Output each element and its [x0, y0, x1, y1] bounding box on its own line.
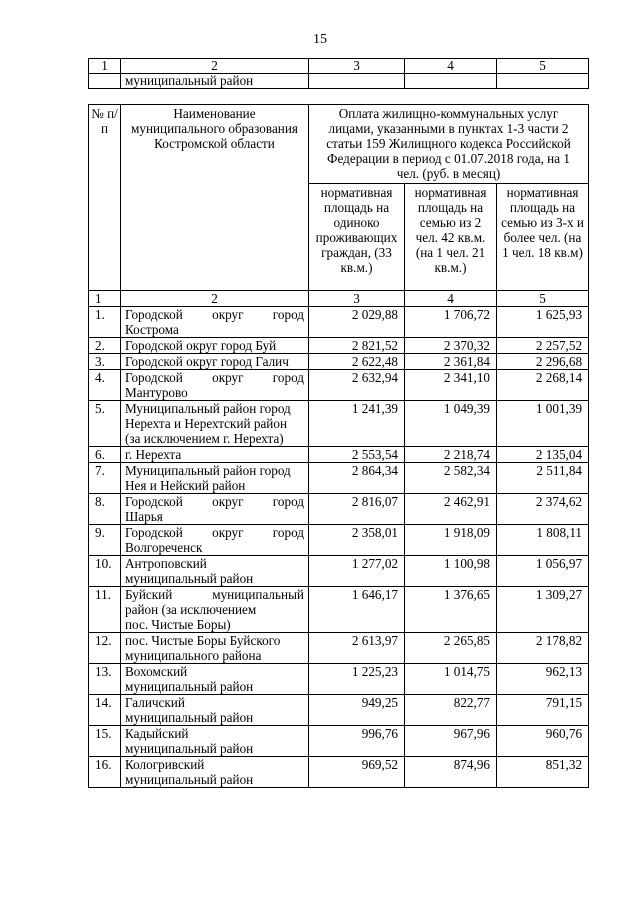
row-name-line1: Городской округ город Галич — [125, 354, 289, 369]
value-family-2: 874,96 — [405, 757, 497, 788]
value-family-3: 2 178,82 — [497, 633, 589, 664]
row-name-line1: Кадыйский — [125, 726, 189, 741]
cont-col-5: 5 — [497, 59, 589, 74]
row-name-line1: Вохомский — [125, 664, 188, 679]
row-name-line2: муниципального района — [125, 648, 262, 663]
value-family-3: 960,76 — [497, 726, 589, 757]
row-number: 1. — [89, 307, 121, 338]
continuation-table — [88, 58, 589, 89]
row-name-line1: Кологривский — [125, 757, 205, 772]
cont-col-2: 2 — [121, 59, 309, 74]
row-name-line1: Галичский — [125, 695, 185, 710]
row-name — [121, 401, 309, 447]
row-number: 10. — [89, 556, 121, 587]
row-number: 13. — [89, 664, 121, 695]
row-name-line1: г. Нерехта — [125, 447, 182, 462]
row-name — [121, 525, 309, 556]
value-single: 996,76 — [309, 726, 405, 757]
value-single: 2 816,07 — [309, 494, 405, 525]
row-name — [121, 463, 309, 494]
table-row — [89, 664, 589, 695]
payment-table — [88, 104, 589, 788]
row-name-line2: муниципальный район — [125, 741, 254, 756]
value-single: 2 632,94 — [309, 370, 405, 401]
value-family-3: 1 808,11 — [497, 525, 589, 556]
value-family-2: 1 049,39 — [405, 401, 497, 447]
value-family-2: 2 370,32 — [405, 338, 497, 354]
value-family-2: 822,77 — [405, 695, 497, 726]
row-name-line2: Мантурово — [125, 385, 188, 400]
value-single: 2 613,97 — [309, 633, 405, 664]
row-name-line2: муниципальный район — [125, 772, 254, 787]
value-family-2: 2 218,74 — [405, 447, 497, 463]
row-number: 7. — [89, 463, 121, 494]
value-single: 2 864,34 — [309, 463, 405, 494]
row-name — [121, 664, 309, 695]
row-name — [121, 726, 309, 757]
row-name-line1: Муниципальный район город — [125, 401, 291, 416]
value-single: 1 646,17 — [309, 587, 405, 633]
value-family-2: 2 582,34 — [405, 463, 497, 494]
header-sub-3: нормативная площадь на семью из 3-х и более чел. (на 1 чел. 18 кв.м) — [497, 184, 589, 291]
row-name-line1: Городской округ город — [125, 370, 304, 385]
header-sub-1: нормативная площадь на одиноко проживающих граждан, (33 кв.м.) — [309, 184, 405, 291]
cont-row-text: муниципальный район — [121, 74, 309, 89]
col-num-3: 3 — [309, 291, 405, 307]
row-number: 4. — [89, 370, 121, 401]
row-name-line1: Муниципальный район город — [125, 463, 291, 478]
row-number: 12. — [89, 633, 121, 664]
table-row — [89, 726, 589, 757]
header-sub-2: нормативная площадь на семью из 2 чел. 42 кв.м. (на 1 чел. 21 кв.м.) — [405, 184, 497, 291]
row-name — [121, 587, 309, 633]
row-name-line1: пос. Чистые Боры Буйского — [125, 633, 281, 648]
value-single: 1 225,23 — [309, 664, 405, 695]
row-name — [121, 370, 309, 401]
row-name — [121, 556, 309, 587]
table-row — [89, 307, 589, 338]
row-name-line2: район (за исключением — [125, 602, 257, 617]
row-name — [121, 447, 309, 463]
row-number: 3. — [89, 354, 121, 370]
value-family-3: 2 268,14 — [497, 370, 589, 401]
table-row — [89, 354, 589, 370]
row-name — [121, 757, 309, 788]
row-name-line1: Городской округ город Буй — [125, 338, 277, 353]
row-name-line2: муниципальный район — [125, 710, 254, 725]
continuation-row — [89, 74, 589, 89]
table-row — [89, 695, 589, 726]
header-num: № п/п — [89, 105, 121, 291]
row-name-line1: Городской округ город — [125, 525, 304, 540]
row-name-line2: Шарья — [125, 509, 163, 524]
header-row-1 — [89, 105, 589, 184]
row-number: 2. — [89, 338, 121, 354]
value-family-3: 1 309,27 — [497, 587, 589, 633]
value-single: 1 277,02 — [309, 556, 405, 587]
value-family-2: 1 014,75 — [405, 664, 497, 695]
value-single: 1 241,39 — [309, 401, 405, 447]
table-row — [89, 587, 589, 633]
value-single: 2 553,54 — [309, 447, 405, 463]
value-family-3: 962,13 — [497, 664, 589, 695]
value-family-3: 1 625,93 — [497, 307, 589, 338]
value-family-2: 1 706,72 — [405, 307, 497, 338]
value-family-2: 2 462,91 — [405, 494, 497, 525]
row-number: 5. — [89, 401, 121, 447]
value-single: 2 358,01 — [309, 525, 405, 556]
row-number: 6. — [89, 447, 121, 463]
row-number: 15. — [89, 726, 121, 757]
value-family-3: 2 257,52 — [497, 338, 589, 354]
value-family-2: 1 376,65 — [405, 587, 497, 633]
row-name-line2: муниципальный район — [125, 679, 254, 694]
row-number: 8. — [89, 494, 121, 525]
table-row — [89, 338, 589, 354]
row-name-line2: Волгореченск — [125, 540, 203, 555]
table-row — [89, 370, 589, 401]
row-name-line2: Нерехта и Нерехтский район — [125, 416, 288, 431]
value-family-3: 791,15 — [497, 695, 589, 726]
row-name-line1: Городской округ город — [125, 494, 304, 509]
row-name — [121, 695, 309, 726]
column-numbers-row — [89, 291, 589, 307]
row-name-line1: Буйский муниципальный — [125, 587, 304, 602]
row-number: 11. — [89, 587, 121, 633]
value-family-3: 851,32 — [497, 757, 589, 788]
value-single: 2 622,48 — [309, 354, 405, 370]
col-num-2: 2 — [121, 291, 309, 307]
continuation-header-row — [89, 59, 589, 74]
row-name — [121, 633, 309, 664]
table-row — [89, 525, 589, 556]
table-row — [89, 494, 589, 525]
row-name-line3: (за исключением г. Нерехта) — [125, 431, 284, 446]
row-name-line2: муниципальный район — [125, 571, 254, 586]
value-single: 949,25 — [309, 695, 405, 726]
table-body — [89, 307, 589, 788]
row-name-line3: пос. Чистые Боры) — [125, 617, 231, 632]
cont-col-1: 1 — [89, 59, 121, 74]
col-num-1: 1 — [89, 291, 121, 307]
value-family-2: 1 918,09 — [405, 525, 497, 556]
value-family-2: 2 341,10 — [405, 370, 497, 401]
page-number: 15 — [313, 32, 327, 47]
value-family-2: 967,96 — [405, 726, 497, 757]
row-name-line1: Антроповский — [125, 556, 207, 571]
row-name — [121, 494, 309, 525]
table-row — [89, 447, 589, 463]
value-family-3: 1 056,97 — [497, 556, 589, 587]
table-row — [89, 633, 589, 664]
cont-col-4: 4 — [405, 59, 497, 74]
value-family-3: 2 135,04 — [497, 447, 589, 463]
table-row — [89, 401, 589, 447]
row-number: 9. — [89, 525, 121, 556]
value-family-3: 2 374,62 — [497, 494, 589, 525]
value-single: 2 029,88 — [309, 307, 405, 338]
row-number: 16. — [89, 757, 121, 788]
header-payment-title: Оплата жилищно-коммунальных услуг лицами, указанными в пунктах 1-3 части 2 статьи 159 Жилищного кодекса Российской Федерации в период с 01.07.2018 года, на 1 чел. (руб. в месяц) — [309, 105, 589, 184]
col-num-4: 4 — [405, 291, 497, 307]
cont-col-3: 3 — [309, 59, 405, 74]
row-number: 14. — [89, 695, 121, 726]
value-single: 969,52 — [309, 757, 405, 788]
value-family-2: 2 361,84 — [405, 354, 497, 370]
value-family-3: 1 001,39 — [497, 401, 589, 447]
row-name — [121, 338, 309, 354]
row-name — [121, 354, 309, 370]
value-family-2: 2 265,85 — [405, 633, 497, 664]
row-name-line1: Городской округ город — [125, 307, 304, 322]
value-family-2: 1 100,98 — [405, 556, 497, 587]
row-name — [121, 307, 309, 338]
row-name-line2: Кострома — [125, 322, 179, 337]
col-num-5: 5 — [497, 291, 589, 307]
table-row — [89, 556, 589, 587]
table-row — [89, 463, 589, 494]
value-single: 2 821,52 — [309, 338, 405, 354]
row-name-line2: Нея и Нейский район — [125, 478, 246, 493]
table-row — [89, 757, 589, 788]
header-name: Наименование муниципального образования Костромской области — [121, 105, 309, 291]
value-family-3: 2 511,84 — [497, 463, 589, 494]
value-family-3: 2 296,68 — [497, 354, 589, 370]
